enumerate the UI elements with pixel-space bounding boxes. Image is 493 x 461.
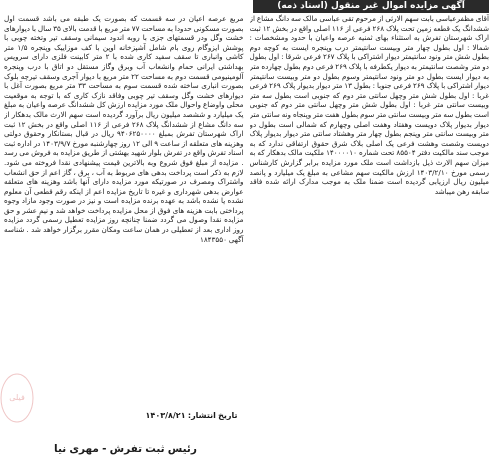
signature: رئیس ثبت تفرش - مهری نیا	[54, 443, 197, 456]
notice-title: آگهی مزایده اموال غیر منقول (اسناد ذمه)	[253, 0, 489, 13]
notice-columns	[4, 14, 489, 457]
signature-block	[4, 397, 244, 457]
publish-date: تاریخ انتشار: ۱۴۰۳/۸/۲۱	[145, 411, 238, 420]
watermark-stamp	[0, 370, 36, 426]
notice-column-right: آقای مظفرعباسی بابت سهم الارثی از مرحوم تقی عباسی مالک سه دانگ مشاع از ششدانگ یک قطعه زمین تحت پلاک ۲۶۸ فرعی از ۱۱۶ اصلی واقع در بخش ۱۲ ثبت اراک شهرستان تفرش به استثناء بهای ثمنیه عرصه واعیان با حدود ومشخصات : شمالا : اول بطول چهار متر وبیست سانتیمتر درب وپنجره ایست به کوچه دوم بطول شش متر ونود سانتیمتر دیوار اشتراکی با پلاک ۲۶۷ فرعی شرقا : اول بطول دو متر وشصت سانتیمتر به دیوار یکطرفه با پلاک ۲۶۹ فرعی دوم بطول چهارده متر به دیوار ایست بطول دو متر ونود سانتیمتر وسوم بطول دو متر وبیست سانتیمتر دیوار اشتراکی با پلاک ۲۶۹ فرعی جنوبا : بطول ۱۳ متر دیوار بدیوار پلاک ۲۶۹ فرعی غربا : اول بطول شش متر وچهل سانتی متر دوم که جنوبی است بطول سه متر وبیست سانتی متر غربا : اول بطول شش متر وچهل سانتی متر دوم که جنوبی است بطول سه متر وبیست سانتی متر سوم بطول هفت متر وپنجاه ونه سانتی متر دیوار بدیوار پلاک دویست وهفتاد وهفت اصلی وچهارم که شمالی است بطول دو متر وبیست سانتی متر وپنجم بطول چهار متر وهشتاد سانتی متر دیوار بدیوار پلاک دویست وشصت وهشت فرعی یک اصلی بلاک شرق حقوق ارتفاقی ندارد که به موجب سند مالکیت دفتر ۸۵۵۰۴ تحت شماره ۱۴۰۰۰۰۱۰ ملکیت مالک بدهکار که به میزان سهم الارث ذیل بازداشت است ملک مورد مزایده برابر گزارش کارشناس رسمی مورخ ۱۴۰۳/۲/۱۰ ارزش مالکیت سهم مشاعی به مبلغ یک میلیارد و پانصد میلیون ریال ارزیابی گردیده است ضمنا ملک به موجب مدارک ارائه شده فاقد سابقه رهن میباشد	[249, 14, 489, 196]
notice-column-left	[4, 14, 244, 457]
stamp-icon	[0, 370, 36, 426]
stamp-text: فیلی	[9, 393, 25, 402]
notice-column-left-text: مربع عرصه اعیان در سه قسمت که بصورت یک طبقه می باشد قسمت اول بصورت مسکونی حدودا به مساحت ۷۷ متر مربع با قدمت بالای ۳۵ سال با دیوارهای خشت وگل ودر قسمتهای جزی با روبه اندود سیمانی وسقف تیر وتخته چوبی با پوشش ایزوگام روی بام شامل آشپزخانه اوپن با کف موزاییک وپنجره ۱/۵ متر کاشی وانباری تا سقف سفید کاری شده با ۲ متر کابینت فلزی دارای سرویس بهداشتی ایرانی حمام وانشعاب آب وبرق وگاز مستقل دو اتاق با درب وپنجره آلومینیومی قسمت دوم به مساحت ۲۲ متر مربع با دیوار آجری وسقف تیرچه بلوک بصورت انباری ساخته شده قسمت سوم به مساحت ۳۳ متر مربع بصورت آغل با دیوارهای خشت وگل وسقف تیر چوبی وفاقد نازک کاری که با توجه به موقعیت محلی واوضاع واحوال ملک مورد مزایده ارزش کل ششدانگ عرصه واعیان به مبلغ یک میلیارد و ششصد میلیون ریال برآورد گردیده است سهم الارث مالک بدهکار از سه دانگ مشاع از ششدانگ پلاک ۲۶۸ فرعی از ۱۱۶ اصلی واقع در بخش ۱۲ ثبت اراک شهرستان تفرش بمبلغ ۹۴۰۶۲۵۰۰۰۰ ریال در قبال بستانکار وحقوق دولتی وهزینه های متعلقه از ساعت ۹ الی ۱۲ روز چهارشنبه مورخ ۱۴۰۳/۹/۷ در اداره ثبت اسناد تفرش واقع در تفرش بلوار شهید بهشتی از طریق مزایده به فروش می رسد . مزایده از مبلغ فوق شروع وبه بالاترین قیمت پیشنهادی نقدا فروخته می شود. لازم به ذکر است پرداخت بدهی های مربوط به آب ، برق ، گاز اعم از حق انشعاب واشتراک ومصرف در صورتیکه مورد مزایده دارای آنها باشد وهزینه های متعلقه عوارض بدهی شهرداری و غیره تا تاریخ مزایده اعم از اینکه رقم قطعی آن معلوم نشده یا نشده باشد به عهده برنده مزایده است و نیز در صورت وجود مازاد وجوه پرداختی بابت هزینه های فوق از محل مزایده پرداخت خواهد شد و نیم عشر و حق مزایده نقدا وصول می گردد ضمنا چنانچه روز مزایده تعطیل رسمی گردد مزایده روز اداری بعد از تعطیلی در همان ساعت ومکان مقرر برگزار خواهد شد . شناسه آگهی ۱۸۴۳۵۵۰	[4, 14, 244, 244]
